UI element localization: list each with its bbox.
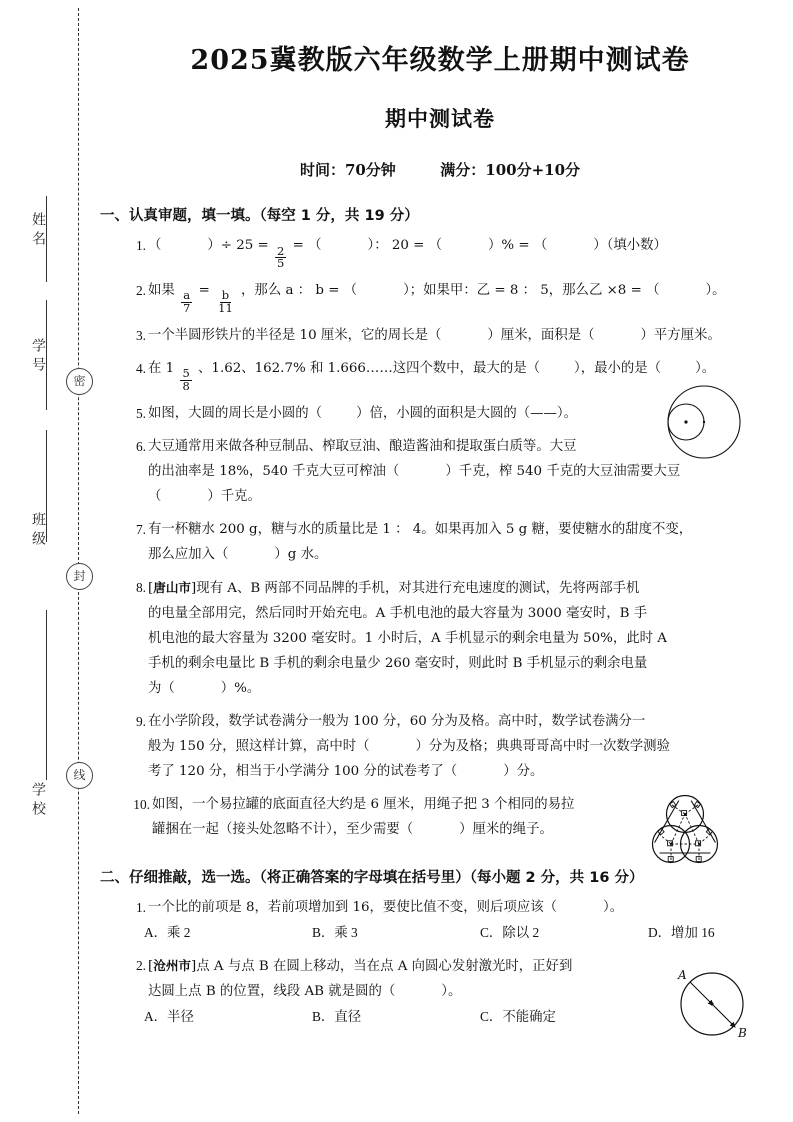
exam-content [100, 0, 780, 1122]
q-text: （ [148, 238, 162, 253]
q-number: 7. [135, 521, 146, 537]
seal-char-feng: 封 [66, 563, 93, 590]
q-number: 8. [135, 579, 146, 595]
figure-q5-circles [658, 380, 744, 466]
q-text: 般为 150 分，照这样计算，高中时（ [148, 738, 370, 754]
q-text: ]现有 A、B 两部不同品牌的手机，对其进行充电速度的测试，先将两部手机 [191, 580, 640, 596]
section-1-heading [100, 204, 780, 225]
score-label: 满分：100分+10分 [440, 161, 581, 179]
q-text: ）分为及格；典典哥哥高中时一次数学测验 [415, 738, 670, 754]
frac-numerator: a [183, 288, 191, 303]
seal-margin [0, 0, 96, 1122]
q-text: 达圆上点 B 的位置，线段 AB 就是圆的（ [148, 983, 396, 999]
q-text: [ [148, 958, 154, 974]
option-b[interactable]: B．直径 [312, 1008, 362, 1024]
q-text: ）÷ 25 = [207, 238, 269, 253]
q-text: ）厘米，面积是（ [487, 327, 595, 343]
seal-char-mi: 密 [66, 368, 93, 395]
question-1-9 [122, 709, 780, 784]
q-text: = [198, 282, 210, 298]
q-text: ）（填小数） [593, 238, 667, 253]
q-text: 如果 [148, 282, 175, 298]
option-c[interactable]: C．除以 2 [480, 924, 540, 940]
q-number: 10. [133, 796, 150, 812]
question-1-7 [122, 517, 780, 567]
q-number: 1. [135, 899, 146, 915]
question-1-1 [122, 233, 780, 270]
q-text: = （ [292, 238, 322, 253]
q-text: 如图，大圆的周长是小圆的（ [148, 405, 323, 421]
q-text: ）g 水。 [274, 546, 328, 562]
figure-q10-three-cans [645, 780, 745, 872]
q-text: ）。 [603, 899, 624, 915]
city-tag-cangzhou: 沧州市 [153, 957, 192, 973]
frac-numerator: 5 [182, 366, 190, 381]
seal-dashed-line [78, 8, 79, 1114]
q-text: ）倍，小圆的面积是大圆的（——）。 [356, 405, 578, 421]
q-text: ）% = （ [488, 238, 548, 253]
q-text: ），最小的是（ [574, 360, 662, 376]
q-text: 的电量全部用完，然后同时开始充电。A 手机电池的最大容量为 3000 毫安时，B 手 [148, 605, 648, 621]
section-2-worth: （每小题 2 分，共 16 分） [469, 869, 644, 886]
option-b[interactable]: B．乘 3 [312, 924, 358, 940]
q-text: ）。 [695, 360, 716, 376]
q-text: 一个比的前项是 8，若前项增加到 16，要使比值不变，则后项应该（ [148, 899, 558, 915]
svg-text:B: B [738, 1026, 747, 1040]
q-text: ）%。 [220, 680, 261, 696]
q-number: 5. [135, 405, 146, 421]
q-text: （ [148, 488, 162, 504]
page-subtitle: 期中测试卷 [385, 106, 495, 131]
q-text: 手机的剩余电量比 B 手机的剩余电量少 260 毫安时，则此时 B 手机显示的剩余电量 [148, 655, 648, 671]
fraction-b-11 [216, 290, 235, 314]
q-text: ）： 20 = （ [367, 238, 443, 253]
q-text: 的出油率是 18%，540 千克大豆可榨油（ [148, 463, 400, 479]
fraction-5-8 [180, 368, 191, 392]
question-2-1 [122, 895, 780, 920]
q-text: 罐捆在一起（接头处忽略不计），至少需要（ [152, 821, 414, 837]
q-text: 在 1 [148, 360, 175, 376]
page-title: 2025冀教版六年级数学上册期中测试卷 [190, 45, 690, 76]
q-number: 2. [135, 957, 146, 973]
q-text: 如图，一个易拉罐的底面直径大约是 6 厘米，用绳子把 3 个相同的易拉 [152, 796, 575, 812]
figure-mc2-circle-ab [668, 963, 768, 1049]
city-tag-tangshan: 唐山市 [153, 579, 192, 595]
question-1-2 [122, 278, 780, 315]
frac-denominator: 7 [183, 301, 191, 316]
q-text: ）千克，榨 540 千克的大豆油需要大豆 [445, 463, 681, 479]
field-name: 姓名 [30, 212, 46, 250]
option-c[interactable]: C．不能确定 [480, 1008, 556, 1024]
q-text: 大豆通常用来做各种豆制品、榨取豆油、酿造酱油和提取蛋白质等。大豆 [148, 438, 577, 454]
q-text: ）分。 [503, 763, 544, 779]
question-2-1-options [144, 921, 780, 945]
q-text: ）千克。 [207, 488, 261, 504]
q-text: ）；如果甲：乙 = 8 ： 5，那么乙 ×8 = （ [403, 282, 660, 298]
q-text: ）厘米的绳子。 [459, 821, 553, 837]
q-text: ）平方厘米。 [640, 327, 721, 343]
q-text: 、1.62、162.7% 和 1.666……这四个数中，最大的是（ [198, 360, 541, 376]
fraction-a-7 [181, 290, 192, 314]
q-text: 机电池的最大容量为 3200 毫安时。1 小时后，A 手机显示的剩余电量为 50%，此时 A [148, 630, 667, 646]
fraction-2-5 [275, 243, 286, 271]
q-text: 在小学阶段，数学试卷满分一般为 100 分，60 分为及格。高中时，数学试卷满分一 [148, 713, 646, 729]
section-2-title: 二、仔细推敲，选一选。（将正确答案的字母填在括号里） [100, 869, 470, 886]
seal-char-xian: 线 [66, 762, 93, 789]
option-a[interactable]: A．乘 2 [144, 924, 191, 940]
frac-numerator: 2 [277, 243, 285, 258]
q-text: ）。 [705, 282, 726, 298]
option-a[interactable]: A．半径 [144, 1008, 194, 1024]
q-number: 9. [135, 713, 146, 729]
q-text: 有一杯糖水 200 g，糖与水的质量比是 1 ： 4。如果再加入 5 g 糖，要使糖水的甜度不变， [148, 521, 693, 537]
q-text: 一个半圆形铁片的半径是 10 厘米，它的周长是（ [148, 327, 442, 343]
q-text: ]点 A 与点 B 在圆上移动，当在点 A 向圆心发射激光时，正好到 [191, 958, 573, 974]
q-text: [ [148, 580, 154, 596]
frac-denominator: 8 [182, 379, 190, 394]
frac-denominator: 5 [277, 256, 285, 271]
q-text: 为（ [148, 680, 175, 696]
q-text: ，那么 a ： b = （ [241, 282, 358, 298]
field-class: 班级 [30, 512, 46, 550]
section-1-title: 一、认真审题，填一填。 [100, 208, 260, 224]
q-number: 3. [135, 327, 146, 343]
field-student-id: 学号 [30, 338, 46, 376]
school-rule [46, 610, 47, 780]
frac-denominator: 11 [218, 301, 233, 316]
q-number: 1. [135, 238, 146, 253]
time-label: 时间：70分钟 [299, 161, 396, 179]
q-text: 考了 120 分，相当于小学满分 100 分的试卷考了（ [148, 763, 458, 779]
exam-meta [100, 159, 780, 180]
q-number: 4. [135, 360, 146, 376]
q-text: 那么应加入（ [148, 546, 229, 562]
q-number: 2. [135, 282, 146, 298]
question-1-8 [122, 575, 780, 701]
svg-text:A: A [678, 968, 687, 982]
question-1-3 [122, 323, 780, 348]
frac-numerator: b [221, 288, 230, 303]
q-number: 6. [135, 438, 146, 454]
field-school: 学校 [30, 782, 46, 820]
q-text: ）。 [441, 983, 462, 999]
section-1-worth: （每空 1 分，共 19 分） [259, 208, 419, 224]
option-d[interactable]: D．增加 16 [648, 924, 715, 940]
